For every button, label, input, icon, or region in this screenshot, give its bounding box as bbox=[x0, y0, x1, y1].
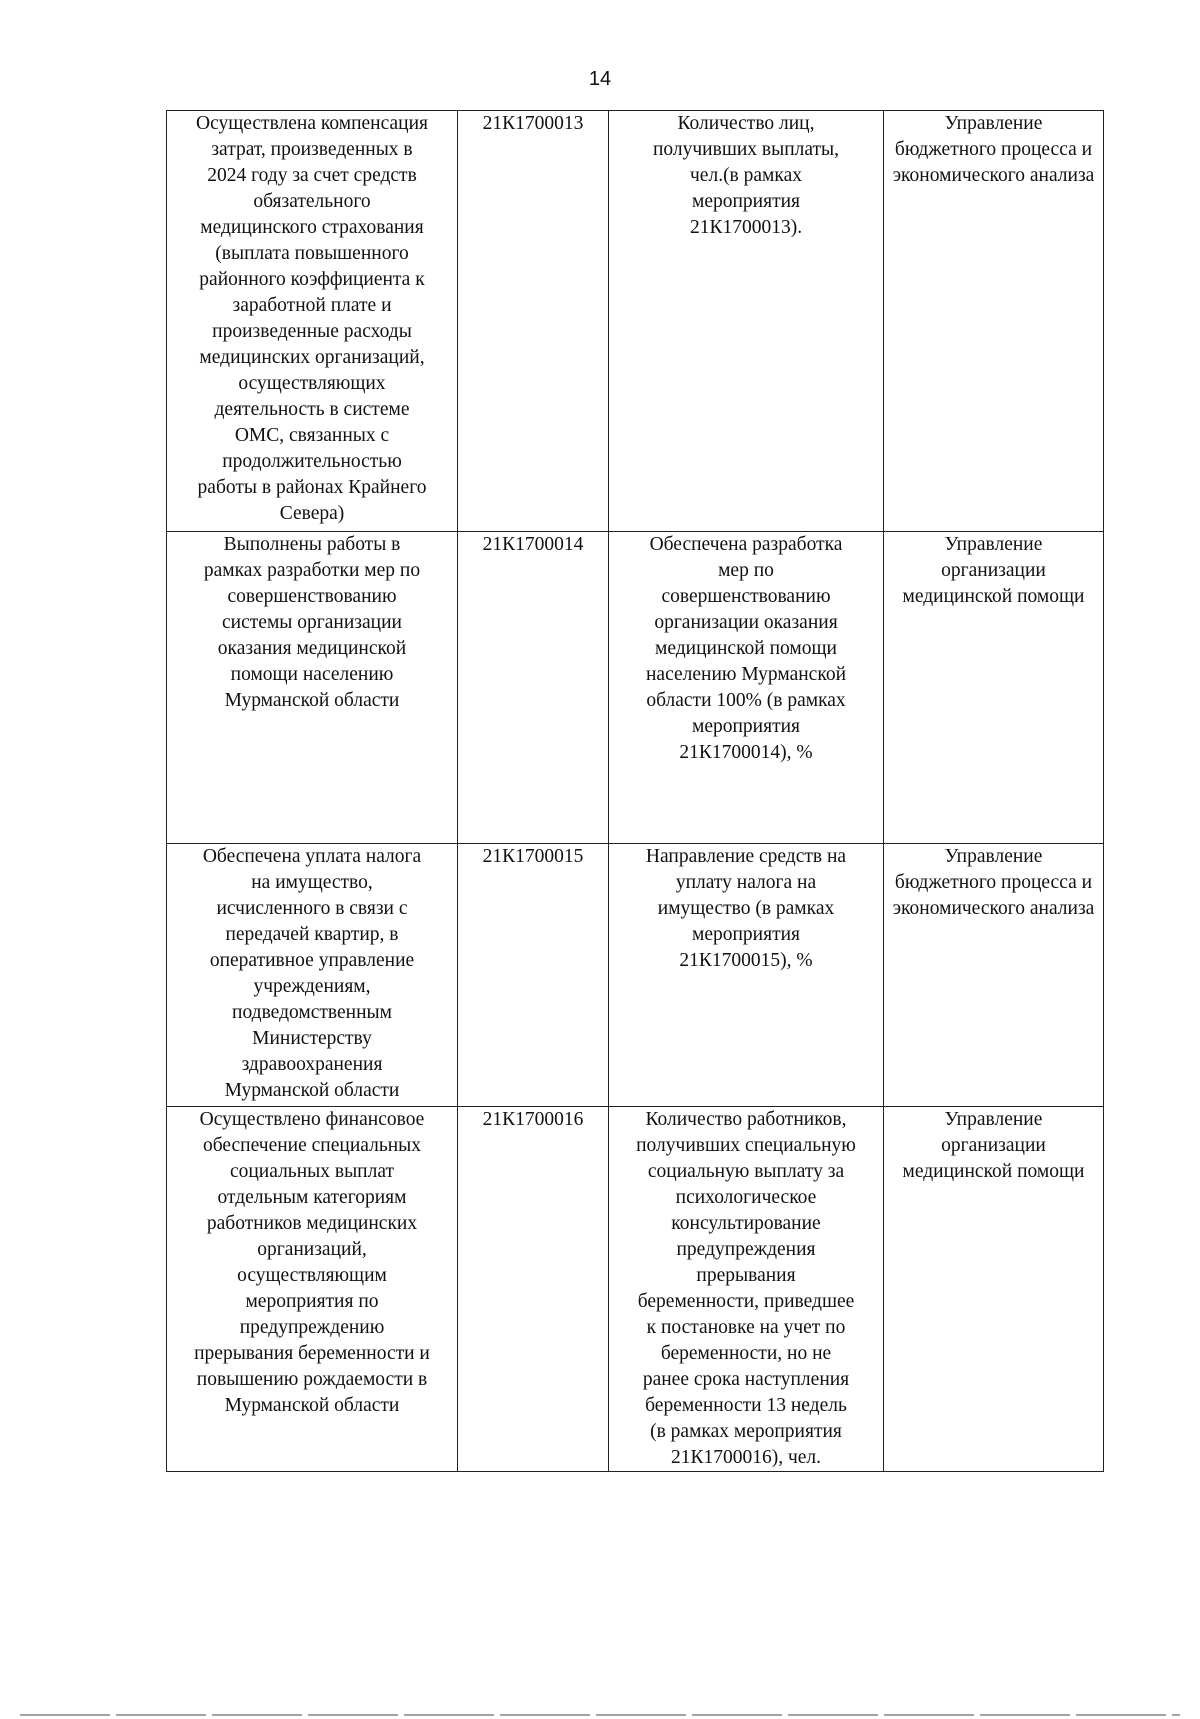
indicator-cell: Количество работников, получивших специальную социальную выплату за психологическое консультирование предупреждения прерывания беременности, приведшее к постановке на учет по беременности, но не ранее срока наступления беременности 13 недель (в рамках мероприятия 21К1700016), чел. bbox=[609, 1107, 884, 1472]
table-row bbox=[167, 532, 1104, 844]
table-row bbox=[167, 1107, 1104, 1472]
code-cell: 21К1700014 bbox=[458, 532, 609, 844]
indicator-cell: Количество лиц, получивших выплаты, чел.(в рамках мероприятия 21К1700013). bbox=[609, 111, 884, 532]
measures-table bbox=[166, 110, 1104, 1472]
table-row bbox=[167, 844, 1104, 1107]
result-cell: Выполнены работы в рамках разработки мер по совершенствованию системы организации оказания медицинской помощи населению Мурманской области bbox=[167, 532, 458, 844]
code-cell: 21К1700015 bbox=[458, 844, 609, 1107]
table-row bbox=[167, 111, 1104, 532]
page-bottom-rule bbox=[20, 1714, 1180, 1716]
indicator-cell: Направление средств на уплату налога на имущество (в рамках мероприятия 21К1700015), % bbox=[609, 844, 884, 1107]
result-cell: Осуществлена компенсация затрат, произведенных в 2024 году за счет средств обязательного медицинского страхования (выплата повышенного районного коэффициента к заработной плате и произведенные расходы медицинских организаций, осуществляющих деятельность в системе ОМС, связанных с продолжительностью работы в районах Крайнего Севера) bbox=[167, 111, 458, 532]
code-cell: 21К1700016 bbox=[458, 1107, 609, 1472]
department-cell: Управление бюджетного процесса и экономического анализа bbox=[884, 111, 1104, 532]
result-cell: Обеспечена уплата налога на имущество, исчисленного в связи с передачей квартир, в оперативное управление учреждениям, подведомственным Министерству здравоохранения Мурманской области bbox=[167, 844, 458, 1107]
page-number: 14 bbox=[588, 68, 612, 90]
indicator-cell: Обеспечена разработка мер по совершенствованию организации оказания медицинской помощи населению Мурманской области 100% (в рамках мероприятия 21К1700014), % bbox=[609, 532, 884, 844]
result-cell: Осуществлено финансовое обеспечение специальных социальных выплат отдельным категориям работников медицинских организаций, осуществляющим мероприятия по предупреждению прерывания беременности и повышению рождаемости в Мурманской области bbox=[167, 1107, 458, 1472]
department-cell: Управление организации медицинской помощи bbox=[884, 532, 1104, 844]
department-cell: Управление организации медицинской помощи bbox=[884, 1107, 1104, 1472]
code-cell: 21К1700013 bbox=[458, 111, 609, 532]
department-cell: Управление бюджетного процесса и экономического анализа bbox=[884, 844, 1104, 1107]
